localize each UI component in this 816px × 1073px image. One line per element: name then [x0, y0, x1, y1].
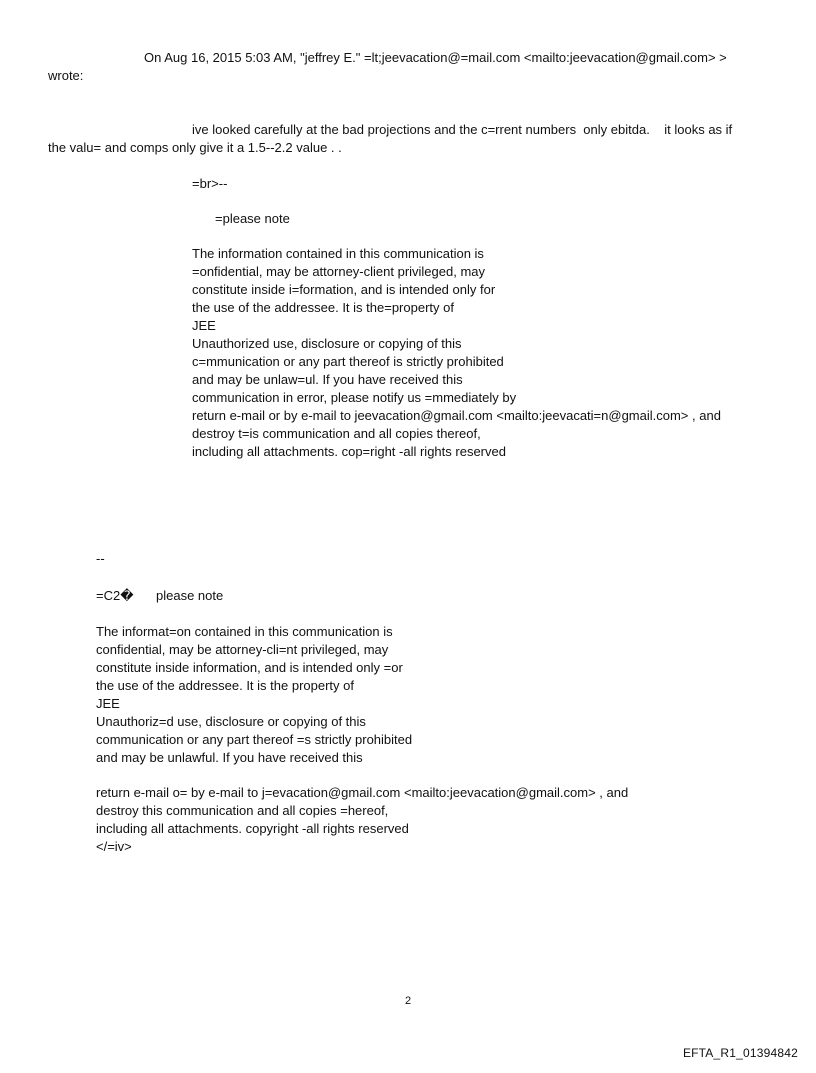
disclaimer-line: the use of the addressee. It is the property of [96, 678, 354, 693]
c2-marker: =C2� [96, 588, 134, 603]
bates-number: EFTA_R1_01394842 [682, 1046, 798, 1060]
page-number: 2 [404, 995, 412, 1007]
disclaimer-line: communication in error, please notify us =mmediately by [192, 390, 517, 405]
disclaimer-line: destroy this communication and all copies =hereof, [96, 803, 389, 818]
disclaimer-line: the use of the addressee. It is the=property of [192, 300, 454, 315]
disclaimer-line: destroy t=is communication and all copies thereof, [192, 426, 481, 441]
disclaimer-line: return e-mail or by e-mail to jeevacation@gmail.com <mailto:jeevacati=n@gmail.com> , and [192, 408, 721, 423]
email-header-wrote: wrote: [48, 68, 84, 83]
disclaimer-line: constitute inside information, and is intended only =or [96, 660, 403, 675]
second-disclaimer-b [96, 784, 628, 856]
second-disclaimer-a [96, 623, 412, 767]
disclaimer-line: and may be unlaw=ul. If you have received this [192, 372, 463, 387]
disclaimer-line: =onfidential, may be attorney-client privileged, may [192, 264, 486, 279]
reply-body-line-2: the valu= and comps only give it a 1.5--2.2 value . . [48, 140, 342, 155]
disclaimer-line: Unauthoriz=d use, disclosure or copying of this [96, 714, 366, 729]
disclaimer-line: JEE [192, 318, 216, 333]
first-disclaimer [192, 245, 721, 461]
disclaimer-line: communication or any part thereof =s strictly prohibited [96, 732, 413, 747]
email-header-line: On Aug 16, 2015 5:03 AM, "jeffrey E." =lt;jeevacation@=mail.com <mailto:jeevacation@gmail.com> > [144, 50, 727, 65]
please-note-heading: please note [156, 588, 224, 603]
dash-marker: -- [96, 551, 105, 566]
disclaimer-line: </=iv> [96, 839, 132, 854]
disclaimer-line: including all attachments. copyright -all rights reserved [96, 821, 409, 836]
disclaimer-line: Unauthorized use, disclosure or copying of this [192, 336, 462, 351]
br-marker: =br>-- [192, 176, 228, 191]
reply-body-line-1: ive looked carefully at the bad projections and the c=rrent numbers only ebitda. it looks as if [192, 122, 733, 137]
disclaimer-line: confidential, may be attorney-cli=nt privileged, may [96, 642, 389, 657]
disclaimer-line: return e-mail o= by e-mail to j=evacation@gmail.com <mailto:jeevacation@gmail.com> , and [96, 785, 629, 800]
disclaimer-line: c=mmunication or any part thereof is strictly prohibited [192, 354, 504, 369]
disclaimer-line: JEE [96, 696, 120, 711]
please-note-heading: =please note [215, 211, 290, 226]
disclaimer-line: The information contained in this communication is [192, 246, 484, 261]
disclaimer-line: constitute inside i=formation, and is intended only for [192, 282, 496, 297]
disclaimer-line: The informat=on contained in this communication is [96, 624, 393, 639]
disclaimer-line: and may be unlawful. If you have received this [96, 750, 363, 765]
disclaimer-line: including all attachments. cop=right -all rights reserved [192, 444, 506, 459]
